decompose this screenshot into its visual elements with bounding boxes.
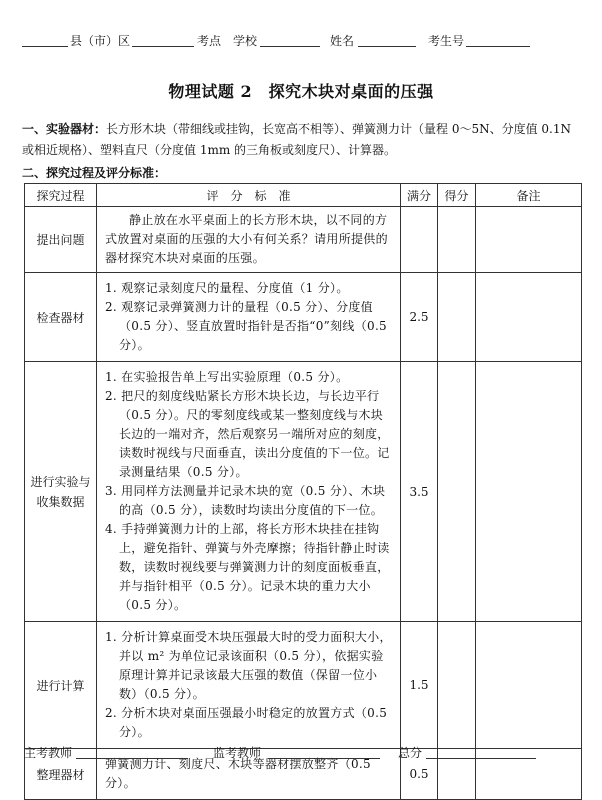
criteria-item: 2. 分析木块对桌面压强最小时稳定的放置方式（0.5 分）。 bbox=[105, 706, 388, 739]
process-heading bbox=[22, 163, 166, 184]
row-score-cell[interactable] bbox=[438, 273, 476, 362]
row-process: 进行计算 bbox=[25, 622, 97, 749]
county-label: 县（市）区 bbox=[70, 34, 131, 48]
row-process bbox=[25, 362, 97, 622]
row-criteria bbox=[97, 207, 401, 273]
header-note: 备注 bbox=[476, 184, 582, 207]
row-process: 提出问题 bbox=[25, 207, 97, 273]
exam-footer bbox=[0, 744, 602, 764]
chief-examiner-blank bbox=[76, 758, 188, 759]
criteria-item: 1. 在实验报告单上写出实验原理（0.5 分）。 bbox=[105, 370, 349, 384]
total-score-blank bbox=[426, 758, 536, 759]
proctor-blank bbox=[268, 758, 380, 759]
row-note-cell[interactable] bbox=[476, 362, 582, 622]
site-label: 考点 bbox=[197, 34, 222, 48]
header-full: 满分 bbox=[401, 184, 438, 207]
equipment-section bbox=[22, 119, 582, 161]
row-process: 检查器材 bbox=[25, 273, 97, 362]
row-criteria bbox=[97, 273, 401, 362]
table-row bbox=[25, 207, 582, 273]
row-full-score bbox=[401, 207, 438, 273]
row-process: 整理器材 bbox=[25, 749, 97, 800]
criteria-item: 2. 把尺的刻度线贴紧长方形木块长边，与长边平行（0.5 分）。尺的零刻度线或某一整刻度线与木块长边的一端对齐，然后观察另一端所对应的刻度，读数时视线与尺面垂直，读出分度值的下一位。记录测量结果（0.5 分）。 bbox=[105, 389, 390, 479]
row-full-score: 0.5 bbox=[401, 749, 438, 800]
row-score-cell[interactable] bbox=[438, 362, 476, 622]
criteria-item: 弹簧测力计、刻度尺、木块等器材摆放整齐（0.5 分）。 bbox=[105, 757, 371, 790]
exam-no-blank bbox=[466, 46, 530, 47]
header-process: 探究过程 bbox=[25, 184, 97, 207]
criteria-item: 1. 分析计算桌面受木块压强最大时的受力面积大小，并以 m² 为单位记录该面积（0.5 分），依据实验原理计算并记录该最大压强的数值（保留一位小数）（0.5 分）。 bbox=[105, 630, 392, 701]
county-blank bbox=[22, 46, 68, 47]
criteria-item: 3. 用同样方法测量并记录木块的宽（0.5 分）、木块的高（0.5 分），读数时均读出分度值的下一位。 bbox=[105, 484, 386, 517]
row-note-cell[interactable] bbox=[476, 273, 582, 362]
row-score-cell[interactable] bbox=[438, 622, 476, 749]
equipment-text: 长方形木块（带细线或挂钩，长宽高不相等）、弹簧测力计（量程 0～5N、分度值 0.1N 或相近规格）、塑料直尺（分度值 1mm 的三角板或刻度尺）、计算器。 bbox=[22, 122, 572, 157]
name-blank bbox=[358, 46, 416, 47]
exam-no-label: 考生号 bbox=[428, 34, 465, 48]
row-full-score: 2.5 bbox=[401, 273, 438, 362]
row-score-cell[interactable] bbox=[438, 207, 476, 273]
row-criteria bbox=[97, 362, 401, 622]
site-blank bbox=[132, 46, 194, 47]
name-label: 姓名 bbox=[330, 34, 355, 48]
row-full-score: 3.5 bbox=[401, 362, 438, 622]
criteria-item: 1. 观察记录刻度尺的量程、分度值（1 分）。 bbox=[105, 281, 349, 295]
header-score: 得分 bbox=[438, 184, 476, 207]
table-row bbox=[25, 362, 582, 622]
exam-header bbox=[0, 32, 602, 52]
row-process-text: 进行实验与收集数据 bbox=[30, 474, 91, 509]
row-full-score: 1.5 bbox=[401, 622, 438, 749]
header-criteria: 评 分 标 准 bbox=[97, 184, 401, 207]
criteria-item: 4. 手持弹簧测力计的上部，将长方形木块挂在挂钩上，避免指针、弹簧与外壳摩擦；待指针静止时读数，读数时视线要与弹簧测力计的刻度面板垂直，并与指针相平（0.5 分）。记录木块的重力大小（0.5 分）。 bbox=[105, 522, 390, 612]
process-heading-text: 二、探究过程及评分标准： bbox=[22, 166, 167, 180]
row-note-cell[interactable] bbox=[476, 207, 582, 273]
criteria-text: 静止放在水平桌面上的长方形木块，以不同的方式放置对桌面的压强的大小有何关系？请用所提供的器材探究木块对桌面的压强。 bbox=[105, 213, 388, 265]
chief-examiner-label: 主考教师 bbox=[24, 746, 73, 760]
table-row bbox=[25, 273, 582, 362]
total-score-label: 总分 bbox=[398, 746, 423, 760]
school-label: 学校 bbox=[233, 34, 258, 48]
scoring-table bbox=[24, 183, 582, 800]
table-header-row bbox=[25, 184, 582, 207]
equipment-heading: 一、实验器材： bbox=[22, 122, 107, 136]
proctor-label: 监考教师 bbox=[213, 746, 262, 760]
row-criteria bbox=[97, 622, 401, 749]
page-title: 物理试题 2 探究木块对桌面的压强 bbox=[168, 82, 434, 101]
school-blank bbox=[260, 46, 320, 47]
table-row bbox=[25, 622, 582, 749]
row-note-cell[interactable] bbox=[476, 622, 582, 749]
criteria-item: 2. 观察记录弹簧测力计的量程（0.5 分）、分度值（0.5 分）、竖直放置时指针是否指“0”刻线（0.5 分）。 bbox=[105, 300, 387, 352]
